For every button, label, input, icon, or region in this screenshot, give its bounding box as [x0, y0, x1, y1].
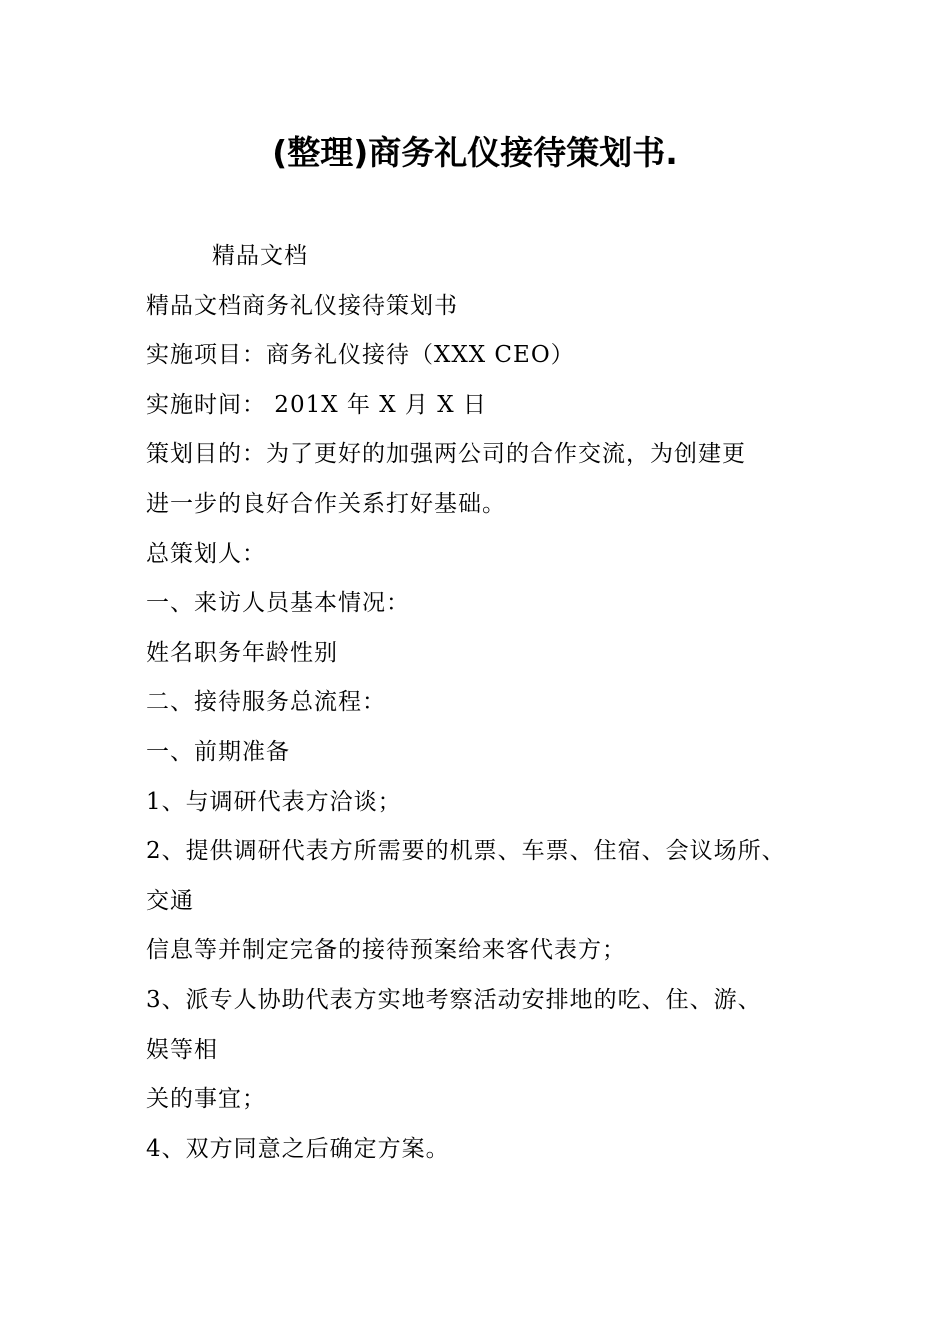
- paragraph-line: 实施项目：商务礼仪接待（XXX CEO）: [146, 342, 575, 369]
- list-item: 4、双方同意之后确定方案。: [146, 1135, 450, 1162]
- header-note: 精品文档: [212, 243, 308, 269]
- list-item: 2、提供调研代表方所需要的机票、车票、住宿、会议场所、: [146, 838, 786, 865]
- paragraph-line: 进一步的良好合作关系打好基础。: [146, 490, 506, 517]
- paragraph-line: 信息等并制定完备的接待预案给来客代表方；: [146, 937, 626, 964]
- paragraph-line: 娱等相: [146, 1036, 218, 1063]
- paragraph-line: 交通: [146, 887, 194, 914]
- section-heading: 一、来访人员基本情况：: [146, 590, 410, 617]
- list-item: 1、与调研代表方洽谈；: [146, 788, 402, 815]
- paragraph-line: 关的事宜；: [146, 1086, 266, 1113]
- document-body: [146, 232, 836, 1174]
- document-title: (整理)商务礼仪接待策划书.: [272, 133, 678, 172]
- paragraph-line: 姓名职务年龄性别: [146, 639, 338, 666]
- paragraph-line: 总策划人：: [146, 540, 266, 567]
- section-heading: 一、前期准备: [146, 738, 290, 765]
- paragraph-line: 实施时间： 201X 年 X 月 X 日: [146, 391, 487, 418]
- paragraph-line: 策划目的：为了更好的加强两公司的合作交流，为创建更: [146, 441, 746, 468]
- paragraph-line: 精品文档商务礼仪接待策划书: [146, 292, 458, 319]
- list-item: 3、派专人协助代表方实地考察活动安排地的吃、住、游、: [146, 986, 762, 1013]
- section-heading: 二、接待服务总流程：: [146, 689, 386, 716]
